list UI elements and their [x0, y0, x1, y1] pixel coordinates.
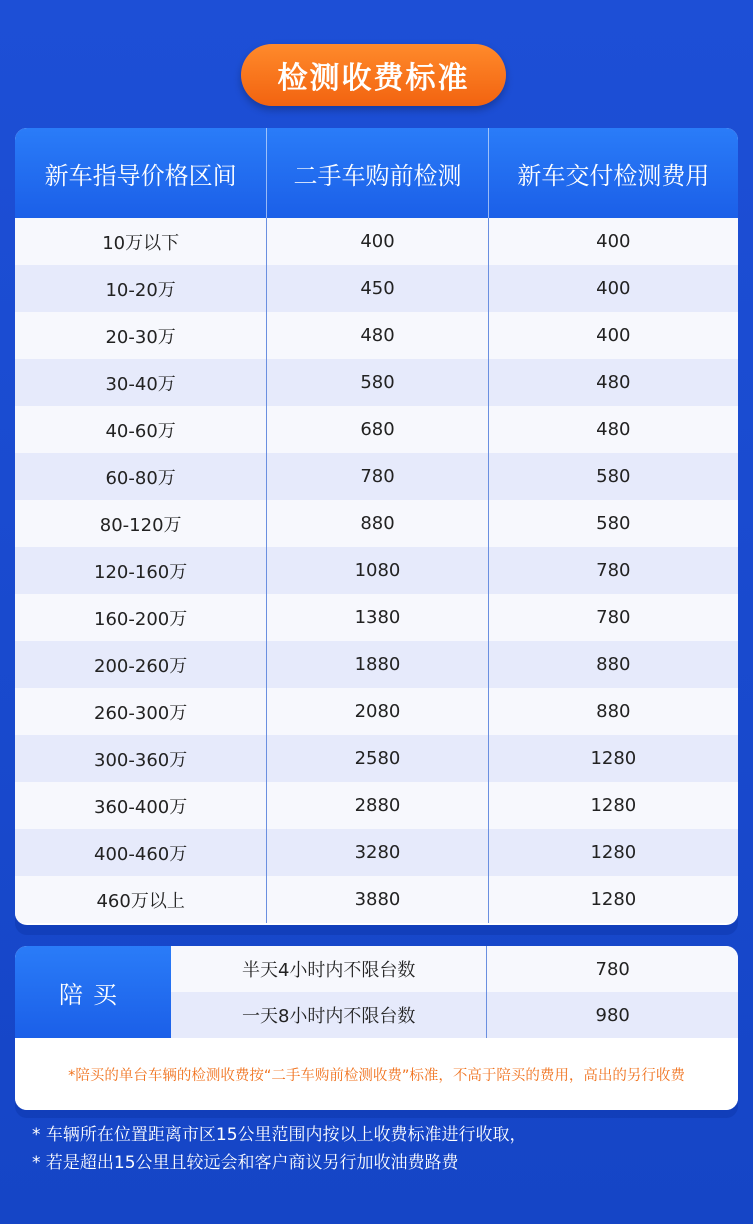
- table-row: [15, 265, 738, 312]
- cell-used-car-fee: 2880: [267, 782, 488, 829]
- cell-used-car-fee: 450: [267, 265, 488, 312]
- cell-price-range: 360-400万: [15, 782, 267, 829]
- companion-row: [171, 992, 738, 1038]
- companion-options: [171, 946, 738, 1038]
- table-row: [15, 641, 738, 688]
- table-row: [15, 547, 738, 594]
- cell-used-car-fee: 400: [267, 218, 488, 265]
- cell-price-range: 120-160万: [15, 547, 267, 594]
- companion-buy-card: [15, 946, 738, 1110]
- table-row: [15, 500, 738, 547]
- header-used-car-inspection: 二手车购前检测: [267, 128, 488, 218]
- cell-used-car-fee: 480: [267, 312, 488, 359]
- cell-price-range: 200-260万: [15, 641, 267, 688]
- header-price-range: 新车指导价格区间: [15, 128, 267, 218]
- cell-used-car-fee: 2580: [267, 735, 488, 782]
- cell-new-car-fee: 780: [596, 607, 631, 628]
- cell-price-range: 30-40万: [15, 359, 267, 406]
- cell-price-range: 10-20万: [15, 265, 267, 312]
- cell-used-car-fee: 3880: [267, 876, 488, 923]
- cell-new-car-fee: 400: [596, 278, 631, 299]
- companion-row: [171, 946, 738, 992]
- companion-desc: 一天8小时内不限台数: [171, 992, 487, 1038]
- cell-price-range: 40-60万: [15, 406, 267, 453]
- companion-desc: 半天4小时内不限台数: [171, 946, 487, 992]
- table-row: [15, 782, 738, 829]
- footnote-line: * 车辆所在位置距离市区15公里范围内按以上收费标准进行收取，: [32, 1125, 527, 1145]
- companion-price: 980: [595, 1004, 630, 1026]
- cell-price-range: 10万以下: [15, 218, 267, 265]
- cell-price-range: 20-30万: [15, 312, 267, 359]
- cell-new-car-fee: 880: [596, 701, 631, 722]
- cell-new-car-fee: 480: [596, 372, 631, 393]
- cell-new-car-fee: 1280: [590, 748, 637, 769]
- cell-new-car-fee: 780: [596, 560, 631, 581]
- table-row: [15, 218, 738, 265]
- header-new-car-delivery-inspection: 新车交付检测费用: [517, 161, 710, 190]
- table-row: [15, 453, 738, 500]
- cell-new-car-fee: 480: [596, 419, 631, 440]
- cell-new-car-fee: 580: [596, 466, 631, 487]
- table-row: [15, 406, 738, 453]
- companion-note: *陪买的单台车辆的检测收费按“二手车购前检测收费”标准，不高于陪买的费用，高出的另行收费: [15, 1038, 738, 1110]
- table-row: [15, 829, 738, 876]
- cell-price-range: 60-80万: [15, 453, 267, 500]
- footnote-line: * 若是超出15公里且较远会和客户商议另行加收油费路费: [32, 1153, 459, 1173]
- companion-label: 陪买: [15, 946, 171, 1038]
- table-body: [15, 218, 738, 923]
- cell-new-car-fee: 1280: [590, 889, 637, 910]
- cell-new-car-fee: 400: [596, 231, 631, 252]
- table-row: [15, 688, 738, 735]
- cell-price-range: 260-300万: [15, 688, 267, 735]
- cell-price-range: 80-120万: [15, 500, 267, 547]
- table-row: [15, 876, 738, 923]
- cell-used-car-fee: 2080: [267, 688, 488, 735]
- cell-used-car-fee: 880: [267, 500, 488, 547]
- table-row: [15, 735, 738, 782]
- cell-price-range: 460万以上: [15, 876, 267, 923]
- cell-new-car-fee: 1280: [590, 842, 637, 863]
- companion-price: 780: [595, 958, 630, 980]
- table-row: [15, 594, 738, 641]
- cell-price-range: 400-460万: [15, 829, 267, 876]
- cell-new-car-fee: 880: [596, 654, 631, 675]
- cell-used-car-fee: 1880: [267, 641, 488, 688]
- cell-used-car-fee: 780: [267, 453, 488, 500]
- footnotes: [32, 1121, 732, 1177]
- table-row: [15, 312, 738, 359]
- cell-used-car-fee: 3280: [267, 829, 488, 876]
- cell-new-car-fee: 580: [596, 513, 631, 534]
- fee-table: [15, 128, 738, 925]
- cell-used-car-fee: 580: [267, 359, 488, 406]
- cell-new-car-fee: 1280: [590, 795, 637, 816]
- cell-price-range: 160-200万: [15, 594, 267, 641]
- cell-used-car-fee: 1080: [267, 547, 488, 594]
- table-row: [15, 359, 738, 406]
- cell-used-car-fee: 1380: [267, 594, 488, 641]
- table-header-row: [15, 128, 738, 218]
- page-title: 检测收费标准: [241, 44, 506, 106]
- cell-price-range: 300-360万: [15, 735, 267, 782]
- cell-used-car-fee: 680: [267, 406, 488, 453]
- cell-new-car-fee: 400: [596, 325, 631, 346]
